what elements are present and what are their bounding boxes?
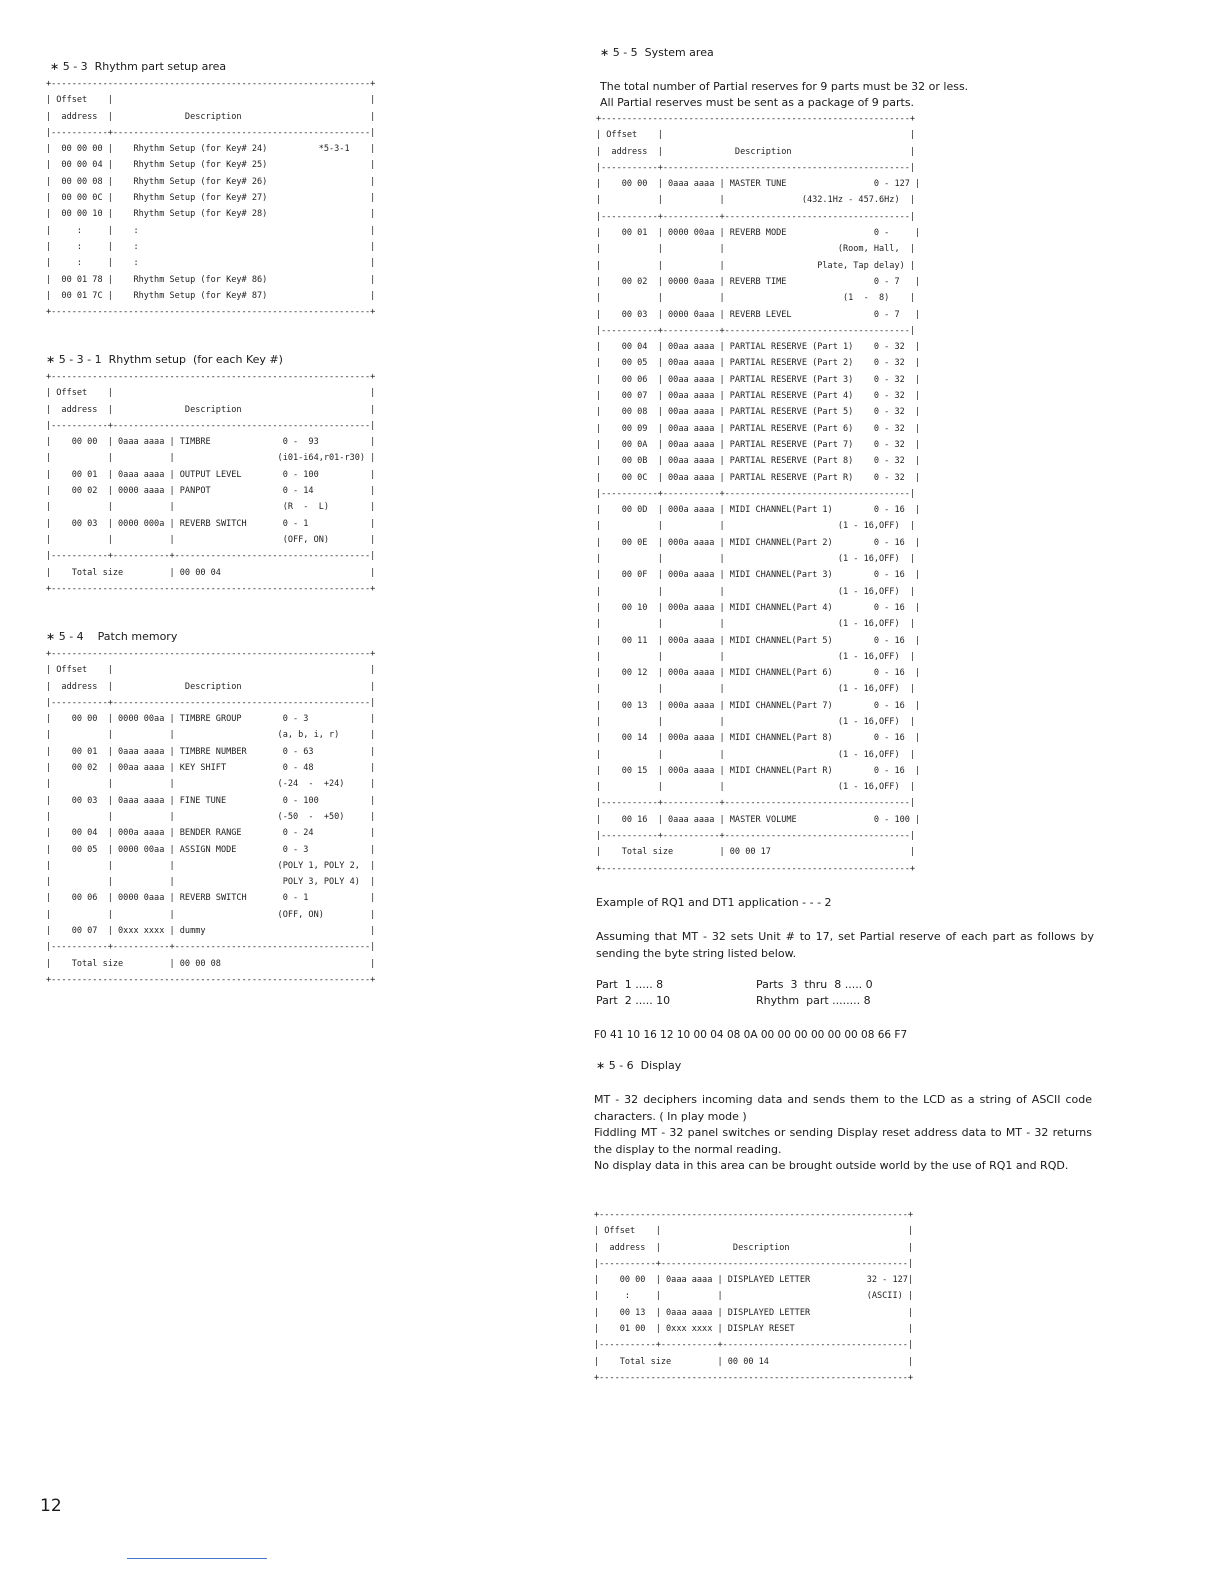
table-row: | | | Plate, Tap delay) | — [596, 260, 916, 271]
parts3to8-value: Parts 3 thru 8 ..... 0 — [756, 978, 873, 991]
table-row: | 00 00 00 | Rhythm Setup (for Key# 24) *5-3-1 | — [46, 144, 376, 155]
table-row: | | | (1 - 16,OFF) | — [596, 619, 916, 630]
table-row: | | | (POLY 1, POLY 2, | — [46, 860, 376, 871]
table-row: | 00 01 | 0000 00aa | REVERB MODE 0 - | — [596, 228, 921, 239]
table-row: | : | : | — [46, 241, 376, 252]
table-row: | 00 02 | 0000 0aaa | REVERB TIME 0 - 7 | — [596, 276, 921, 287]
table-row: | Offset | | — [594, 1226, 914, 1237]
table-row: | | | (1 - 16,OFF) | — [596, 684, 916, 695]
table-row: | 00 03 | 0aaa aaaa | FINE TUNE 0 - 100 | — [46, 795, 376, 806]
table-row: | | | (1 - 16,OFF) | — [596, 716, 916, 727]
system-area-heading: ∗ 5 - 5 System area — [600, 46, 714, 59]
table-row: | address | Description | — [46, 681, 376, 692]
table-row: +--------------------------------------------------------------+ — [46, 583, 376, 594]
patch-memory-table — [46, 646, 375, 988]
table-row: | 00 0E | 000a aaaa | MIDI CHANNEL(Part 2) 0 - 16 | — [596, 537, 921, 548]
table-row: | Total size | 00 00 14 | — [594, 1356, 914, 1367]
table-row: +--------------------------------------------------------------+ — [46, 307, 376, 318]
table-row: | 00 00 | 0000 00aa | TIMBRE GROUP 0 - 3 | — [46, 714, 376, 725]
display-table — [594, 1207, 913, 1386]
table-row: | 00 04 | 000a aaaa | BENDER RANGE 0 - 24 | — [46, 828, 376, 839]
display-paragraph-3: No display data in this area can be brought outside world by the use of RQ1 and RQD. — [594, 1159, 1069, 1172]
example-paragraph: Assuming that MT - 32 sets Unit # to 17, set Partial reserve of each part as follows by sending the byte string listed below. — [596, 930, 1094, 960]
table-row: | 00 01 78 | Rhythm Setup (for Key# 86) | — [46, 274, 376, 285]
page-number: 12 — [40, 1496, 62, 1516]
part1-value: Part 1 ..... 8 — [596, 978, 664, 991]
table-row: | 00 00 | 0aaa aaaa | TIMBRE 0 - 93 | — [46, 437, 376, 448]
table-row: | address | Description | — [46, 404, 376, 415]
rhythm-part-value: Rhythm part ........ 8 — [756, 994, 871, 1007]
table-row: | : | : | — [46, 258, 376, 269]
example-heading: Example of RQ1 and DT1 application - - - 2 — [596, 896, 832, 909]
table-row: | | | (-24 - +24) | — [46, 779, 376, 790]
system-area-table — [596, 111, 920, 877]
table-row: | 00 00 08 | Rhythm Setup (for Key# 26) | — [46, 176, 376, 187]
table-row: | 00 0B | 00aa aaaa | PARTIAL RESERVE (Part 8) 0 - 32 | — [596, 456, 921, 467]
table-row: | 00 0D | 000a aaaa | MIDI CHANNEL(Part 1) 0 - 16 | — [596, 505, 921, 516]
system-area-intro-1: The total number of Partial reserves for 9 parts must be 32 or less. — [600, 80, 969, 93]
table-row: | 00 11 | 000a aaaa | MIDI CHANNEL(Part 5) 0 - 16 | — [596, 635, 921, 646]
table-row: | : | : | — [46, 225, 376, 236]
table-row: | 00 00 | 0aaa aaaa | MASTER TUNE 0 - 127 | — [596, 179, 921, 190]
table-row: +--------------------------------------------------------------+ — [46, 974, 376, 985]
table-row: | 00 01 | 0aaa aaaa | OUTPUT LEVEL 0 - 100 | — [46, 469, 376, 480]
table-row: | address | Description | — [596, 146, 916, 157]
table-row: | | | (-50 - +50) | — [46, 811, 376, 822]
table-row: | | | (R - L) | — [46, 502, 376, 513]
table-row: | : | | (ASCII) | — [594, 1291, 914, 1302]
table-row: | 00 12 | 000a aaaa | MIDI CHANNEL(Part 6) 0 - 16 | — [596, 668, 921, 679]
table-row: | | | (Room, Hall, | — [596, 244, 916, 255]
table-row: | 00 06 | 00aa aaaa | PARTIAL RESERVE (Part 3) 0 - 32 | — [596, 374, 921, 385]
table-row: | 00 02 | 00aa aaaa | KEY SHIFT 0 - 48 | — [46, 763, 376, 774]
display-paragraph-1: MT - 32 deciphers incoming data and sends them to the LCD as a string of ASCII code characters. ( In play mode ) — [594, 1093, 1092, 1123]
table-row: | 00 0F | 000a aaaa | MIDI CHANNEL(Part 3) 0 - 16 | — [596, 570, 921, 581]
table-row: | 00 00 0C | Rhythm Setup (for Key# 27) | — [46, 193, 376, 204]
system-area-intro-2: All Partial reserves must be sent as a package of 9 parts. — [600, 96, 915, 109]
table-row: | 01 00 | 0xxx xxxx | DISPLAY RESET | — [594, 1324, 914, 1335]
table-row: | 00 05 | 0000 00aa | ASSIGN MODE 0 - 3 | — [46, 844, 376, 855]
table-row: +------------------------------------------------------------+ — [596, 863, 916, 874]
table-row: +------------------------------------------------------------+ — [594, 1372, 914, 1383]
table-row: |-----------+-----------+------------------------------------| — [596, 325, 916, 336]
partial-reserve-values — [596, 977, 1094, 1011]
table-row: | | | (1 - 16,OFF) | — [596, 782, 916, 793]
table-row: |-----------+-----------+------------------------------------| — [594, 1340, 914, 1351]
table-row: | 00 07 | 0xxx xxxx | dummy | — [46, 926, 376, 937]
display-paragraph-2: Fiddling MT - 32 panel switches or sending Display reset address data to MT - 32 returns the display to the normal reading. — [594, 1126, 1092, 1156]
table-row: | 00 01 | 0aaa aaaa | TIMBRE NUMBER 0 - 63 | — [46, 746, 376, 757]
rhythm-setup-heading: ∗ 5 - 3 - 1 Rhythm setup (for each Key #) — [46, 353, 283, 366]
table-row: +------------------------------------------------------------+ — [596, 114, 916, 124]
table-row: | 00 16 | 0aaa aaaa | MASTER VOLUME 0 - 100 | — [596, 814, 921, 825]
table-row: +--------------------------------------------------------------+ — [46, 372, 376, 382]
rhythm-part-setup-heading: ∗ 5 - 3 Rhythm part setup area — [50, 60, 227, 73]
table-row: | | | (1 - 16,OFF) | — [596, 586, 916, 597]
table-row: | 00 15 | 000a aaaa | MIDI CHANNEL(Part R) 0 - 16 | — [596, 765, 921, 776]
table-row: | | | (i01-i64,r01-r30) | — [46, 453, 376, 464]
table-row: | 00 08 | 00aa aaaa | PARTIAL RESERVE (Part 5) 0 - 32 | — [596, 407, 921, 418]
table-row: | | | (1 - 16,OFF) | — [596, 749, 916, 760]
table-row: | address | Description | — [46, 111, 376, 122]
table-row: | | | POLY 3, POLY 4) | — [46, 877, 376, 888]
rhythm-setup-table — [46, 369, 375, 597]
table-row: | 00 0C | 00aa aaaa | PARTIAL RESERVE (Part R) 0 - 32 | — [596, 472, 921, 483]
table-row: | 00 07 | 00aa aaaa | PARTIAL RESERVE (Part 4) 0 - 32 | — [596, 391, 921, 402]
table-row: | address | Description | — [594, 1242, 914, 1253]
table-row: |-----------+------------------------------------------------| — [594, 1258, 914, 1269]
table-row: | 00 09 | 00aa aaaa | PARTIAL RESERVE (Part 6) 0 - 32 | — [596, 423, 921, 434]
table-row: | | | (OFF, ON) | — [46, 909, 376, 920]
table-row: | 00 01 7C | Rhythm Setup (for Key# 87) | — [46, 290, 376, 301]
table-row: | 00 04 | 00aa aaaa | PARTIAL RESERVE (Part 1) 0 - 32 | — [596, 342, 921, 353]
table-row: | 00 00 | 0aaa aaaa | DISPLAYED LETTER 32 - 127| — [594, 1275, 914, 1286]
table-row: | 00 05 | 00aa aaaa | PARTIAL RESERVE (Part 2) 0 - 32 | — [596, 358, 921, 369]
table-row: | Offset | | — [46, 665, 376, 676]
table-row: |-----------+-----------+------------------------------------| — [596, 488, 916, 499]
table-row: |-----------+-----------+------------------------------------| — [596, 211, 916, 222]
table-row: | Offset | | — [46, 95, 376, 106]
table-row: |-----------+--------------------------------------------------| — [46, 420, 376, 431]
part2-value: Part 2 ..... 10 — [596, 994, 671, 1007]
table-row: | 00 0A | 00aa aaaa | PARTIAL RESERVE (Part 7) 0 - 32 | — [596, 439, 921, 450]
table-row: | | | (1 - 16,OFF) | — [596, 554, 916, 565]
display-heading: ∗ 5 - 6 Display — [596, 1059, 682, 1072]
table-row: | 00 02 | 0000 aaaa | PANPOT 0 - 14 | — [46, 486, 376, 497]
table-row: +------------------------------------------------------------+ — [594, 1210, 914, 1220]
table-row: | | | (a, b, i, r) | — [46, 730, 376, 741]
byte-string: F0 41 10 16 12 10 00 04 08 0A 00 00 00 00 00 00 08 66 F7 — [594, 1029, 908, 1041]
table-row: | | | (OFF, ON) | — [46, 534, 376, 545]
patch-memory-heading: ∗ 5 - 4 Patch memory — [46, 630, 178, 643]
table-row: |-----------+-----------+--------------------------------------| — [46, 942, 376, 953]
table-row: | 00 10 | 000a aaaa | MIDI CHANNEL(Part 4) 0 - 16 | — [596, 602, 921, 613]
table-row: | 00 03 | 0000 0aaa | REVERB LEVEL 0 - 7 | — [596, 309, 921, 320]
table-row: +--------------------------------------------------------------+ — [46, 79, 376, 89]
footer-rule — [127, 1558, 267, 1559]
table-row: | 00 03 | 0000 000a | REVERB SWITCH 0 - 1 | — [46, 518, 376, 529]
table-row: | 00 00 10 | Rhythm Setup (for Key# 28) | — [46, 209, 376, 220]
table-row: |-----------+--------------------------------------------------| — [46, 697, 376, 708]
table-row: | | | (1 - 16,OFF) | — [596, 651, 916, 662]
table-row: |-----------+-----------+------------------------------------| — [596, 831, 916, 842]
table-row: | 00 06 | 0000 0aaa | REVERB SWITCH 0 - 1 | — [46, 893, 376, 904]
table-row: | | | (1 - 16,OFF) | — [596, 521, 916, 532]
table-row: | 00 13 | 000a aaaa | MIDI CHANNEL(Part 7) 0 - 16 | — [596, 700, 921, 711]
table-row: | | | (1 - 8) | — [596, 293, 916, 304]
table-row: | Offset | | — [596, 130, 916, 141]
table-row: | Offset | | — [46, 388, 376, 399]
table-row: | | | (432.1Hz - 457.6Hz) | — [596, 195, 916, 206]
table-row: |-----------+--------------------------------------------------| — [46, 127, 376, 138]
rhythm-part-setup-table — [46, 76, 375, 320]
table-row: +--------------------------------------------------------------+ — [46, 649, 376, 659]
table-row: | 00 14 | 000a aaaa | MIDI CHANNEL(Part 8) 0 - 16 | — [596, 733, 921, 744]
table-row: |-----------+-----------+------------------------------------| — [596, 798, 916, 809]
table-row: | Total size | 00 00 08 | — [46, 958, 376, 969]
table-row: | Total size | 00 00 04 | — [46, 567, 376, 578]
table-row: |-----------+-----------+--------------------------------------| — [46, 551, 376, 562]
table-row: | 00 13 | 0aaa aaaa | DISPLAYED LETTER | — [594, 1307, 914, 1318]
table-row: | Total size | 00 00 17 | — [596, 847, 916, 858]
table-row: |-----------+------------------------------------------------| — [596, 162, 916, 173]
table-row: | 00 00 04 | Rhythm Setup (for Key# 25) | — [46, 160, 376, 171]
